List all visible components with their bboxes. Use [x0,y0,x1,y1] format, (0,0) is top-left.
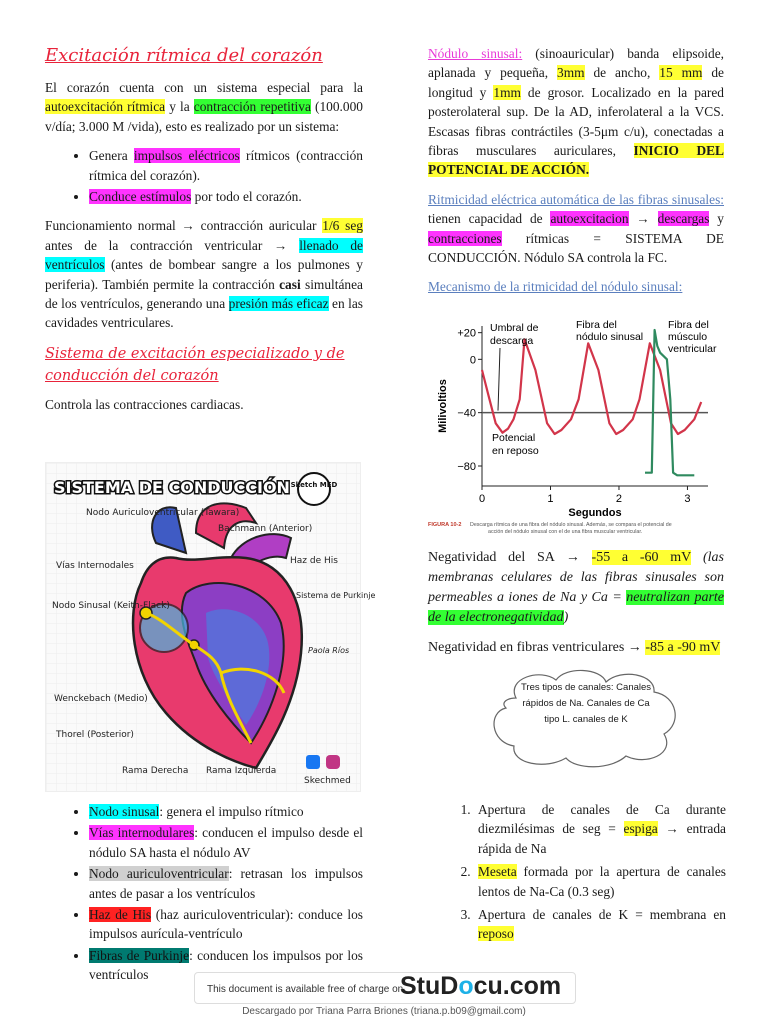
para-text: rítmicas = SISTEMA DE CONDUCCIÓN. Nódulo SA controla la FC. [428,230,724,266]
highlight-reposo: reposo [478,926,514,942]
label-bachmann: Bachmann (Anterior) [218,524,313,534]
para-text: Funcionamiento normal → contracción auricular [45,218,323,234]
step-text: formada por la apertura de canales lentos de Na-Ca (0.3 seg) [478,864,726,899]
nodulo-label: Nódulo sinusal: [428,46,523,61]
section-subtitle: Sistema de excitación especializado y de conducción del corazón [45,345,345,384]
highlight-nodo-av: Nodo auriculoventricular [89,866,229,882]
label-purkinje: Sistema de Purkinje [296,591,376,600]
highlight-descargas: descargas [657,211,710,227]
para-text: simultánea de los ventrículos, generando una [45,276,363,312]
neg-sa-paragraph [428,548,724,628]
annotation-reposo: en reposo [492,445,539,457]
annotation-ventricular: ventricular [668,343,717,355]
x-axis-label: Segundos [568,507,622,519]
y-axis-label: Milivoltios [437,379,449,433]
label-signature: Paola Ríos [308,646,350,655]
function-list [45,146,363,206]
highlight-55-60: -55 a -60 mV [591,550,692,565]
highlight-contracciones: contracciones [428,230,502,246]
mecanismo-label: Mecanismo de la ritmicidad del nódulo sinusal: [428,279,683,295]
para-italic: ) [563,610,569,625]
item-text: : conducen el impulso desde el nódulo SA hasta el nódulo AV [89,825,363,860]
para-text: de grosor. Localizado en la pared posterolateral sup. De la AD, inferolateral a la VCS. Escasas fibras contráctiles (3-5μm c/u), conectadas a fibras musculares auriculares, [428,84,724,159]
y-tick-label: −40 [457,407,476,420]
highlight-neutralizan: neutralizan parte de la electronegatividad [428,590,724,625]
footer-notice: This document is available free of charge on [207,984,404,995]
highlight-85-90: -85 a -90 mV [645,640,721,655]
highlight-espiga: espiga [623,821,658,837]
list-item [89,187,363,206]
step-text: Apertura de canales de K = membrana en [478,907,726,923]
ritmicidad-label: Ritmicidad eléctrica automática de las fibras sinusales: [428,191,724,207]
highlight-3mm: 3mm [557,65,585,81]
highlight-meseta: Meseta [478,864,517,880]
highlight-purkinje: Fibras de Purkinje [89,947,190,963]
highlight-15mm: 15 mm [659,65,703,81]
highlight-presion: presión más eficaz [228,296,329,312]
item-text: Genera [89,148,134,164]
mecanismo-heading [428,277,724,296]
para-text: (sinoauricular) banda elipsoide, aplanada y pequeña, [428,46,725,81]
logo-part: o [458,972,474,1000]
brand-text: Sketch MED [290,481,338,489]
label-wenckebach: Wenckebach (Medio) [54,694,148,704]
para-text: antes de la contracción ventricular → [45,237,300,253]
para-text: Negatividad en fibras ventriculares → [428,640,646,655]
figure-caption-bold: FIGURA 10-2 [428,522,462,528]
figure-heading: SISTEMA DE CONDUCCIÓN [54,478,290,497]
item-text: : retrasan los impulsos antes de pasar a los ventrículos [89,866,363,901]
highlight-impulsos: impulsos eléctricos [133,148,240,164]
left-column [45,44,363,424]
para-text: de longitud y [428,65,724,100]
list-item [89,823,363,862]
x-tick-label: 1 [547,493,554,505]
structures-list [45,802,363,985]
highlight-inicio: INICIO DEL POTENCIAL DE ACCIÓN. [428,143,724,178]
y-tick-label: +20 [457,327,476,340]
intro-text: (100.000 v/día; 3.000 M /vida), esto es realizado por un sistema: [45,99,363,134]
item-text: por todo el corazón. [191,189,302,205]
highlight-nodo-sinusal: Nodo sinusal [89,804,160,819]
label-rama-derecha: Rama Derecha [122,766,189,776]
instagram-icon [326,755,340,769]
intro-text: El corazón cuenta con un sistema especial para la [45,80,363,95]
annotation-sinusal: Fibra del [576,319,617,331]
annotation-reposo: Potencial [492,432,536,444]
figure-caption: acción del nódulo sinusal con el de una fibra muscular ventricular. [488,529,643,535]
label-thorel: Thorel (Posterior) [56,730,134,740]
highlight-his: Haz de His [89,907,152,923]
heart-illustration [46,463,376,791]
channels-cloud [486,668,686,768]
steps-list [444,800,726,944]
facebook-icon [306,755,320,769]
nodulo-paragraph [428,44,724,180]
para-text: → [628,211,658,227]
function-paragraph [45,216,363,332]
steps-section [444,800,726,948]
intro-text: y la [165,99,194,115]
highlight-vias: Vías internodulares [89,825,195,841]
para-text: y [709,211,725,227]
item-text: rítmicos (contracción rítmica del corazón). [89,148,363,183]
neg-vent-paragraph [428,638,724,658]
highlight-llenado: llenado de ventrículos [45,237,363,273]
studocu-logo[interactable] [400,972,561,1001]
item-text: : genera el impulso rítmico [159,804,304,819]
list-item [89,802,363,821]
x-tick-label: 0 [478,493,486,505]
step-item [474,800,726,858]
annotation-ventricular: músculo [668,331,708,343]
right-column [428,44,724,297]
label-rama-izquierda: Rama Izquierda [206,766,277,776]
label-nodo-sinusal: Nodo Sinusal (Keith-Flack) [52,601,170,611]
step-text: Apertura de canales de Ca durante diezmilésimas de seg = [478,802,726,837]
cloud-text: Tres tipos de canales: Canales rápidos de Na. Canales de Ca tipo L. canales de K [520,682,652,725]
y-tick-label: 0 [469,354,476,367]
item-text: : conducen los impulsos por los ventrículos [89,947,364,983]
highlight-1-6-seg: 1/6 seg [322,218,364,234]
bold-word: casi [279,276,301,292]
annotation-pointer [498,348,500,411]
action-potential-chart [428,318,724,540]
skechmed-text: Skechmed [304,776,351,786]
highlight-autoexcitacion: autoexcitacion [550,211,629,227]
list-item [89,905,363,944]
structures-list-container [45,802,363,987]
brand-badge [298,473,330,505]
download-notice: Descargado por Triana Parra Briones (triana.p.b09@gmail.com) [242,1006,526,1017]
para-text: tienen capacidad de [428,211,551,227]
para-text: Negatividad del SA → [428,550,592,565]
x-tick-label: 2 [615,493,623,505]
list-item [89,864,363,903]
ritmicidad-paragraph [428,190,724,268]
item-text: (haz auriculoventricular): conduce los impulsos aurícula-ventrículo [89,907,363,942]
step-item [474,905,726,944]
annotation-umbral: descarga [490,335,534,347]
x-tick-label: 3 [684,493,691,505]
step-text: → entrada rápida de Na [478,821,726,856]
y-tick-label: −80 [457,461,476,473]
page-title: Excitación rítmica del corazón [45,45,323,66]
highlight-contraccion: contracción repetitiva [193,99,311,115]
para-italic: (las membranas celulares de las fibras sinusales son permeables a iones de Na y Ca = [428,550,724,605]
logo-part: cu.com [473,972,562,1000]
highlight-autoexcitacion: autoexcitación rítmica [45,99,166,115]
logo-part: StuD [400,972,459,1000]
annotation-ventricular: Fibra del [668,319,709,331]
step-item [474,862,726,901]
intro-paragraph [45,78,363,136]
annotation-sinusal: nódulo sinusal [576,331,644,343]
para-text: (antes de bombear sangre a los pulmones y periferia). También permite la contracción [45,257,363,292]
label-vias: Vías Internodales [56,561,134,571]
para-text: en las cavidades ventriculares. [45,296,364,331]
chart-svg [428,318,724,540]
label-nodo-av: Nodo Auriculoventricular (Tawara) [86,508,240,518]
label-his: Haz de His [290,556,338,566]
highlight-1mm: 1mm [493,84,521,100]
controla-text: Controla las contracciones cardiacas. [45,396,244,412]
para-text: de ancho, [584,65,660,81]
annotation-umbral: Umbral de [490,322,539,334]
list-item [89,146,363,185]
highlight-conduce: Conduce estímulos [89,189,192,205]
negativity-section [428,548,724,668]
conduction-system-figure [45,462,376,792]
figure-caption: Descarga rítmica de una fibra del nódulo sinusal. Además, se compara el potencial de [470,522,672,528]
